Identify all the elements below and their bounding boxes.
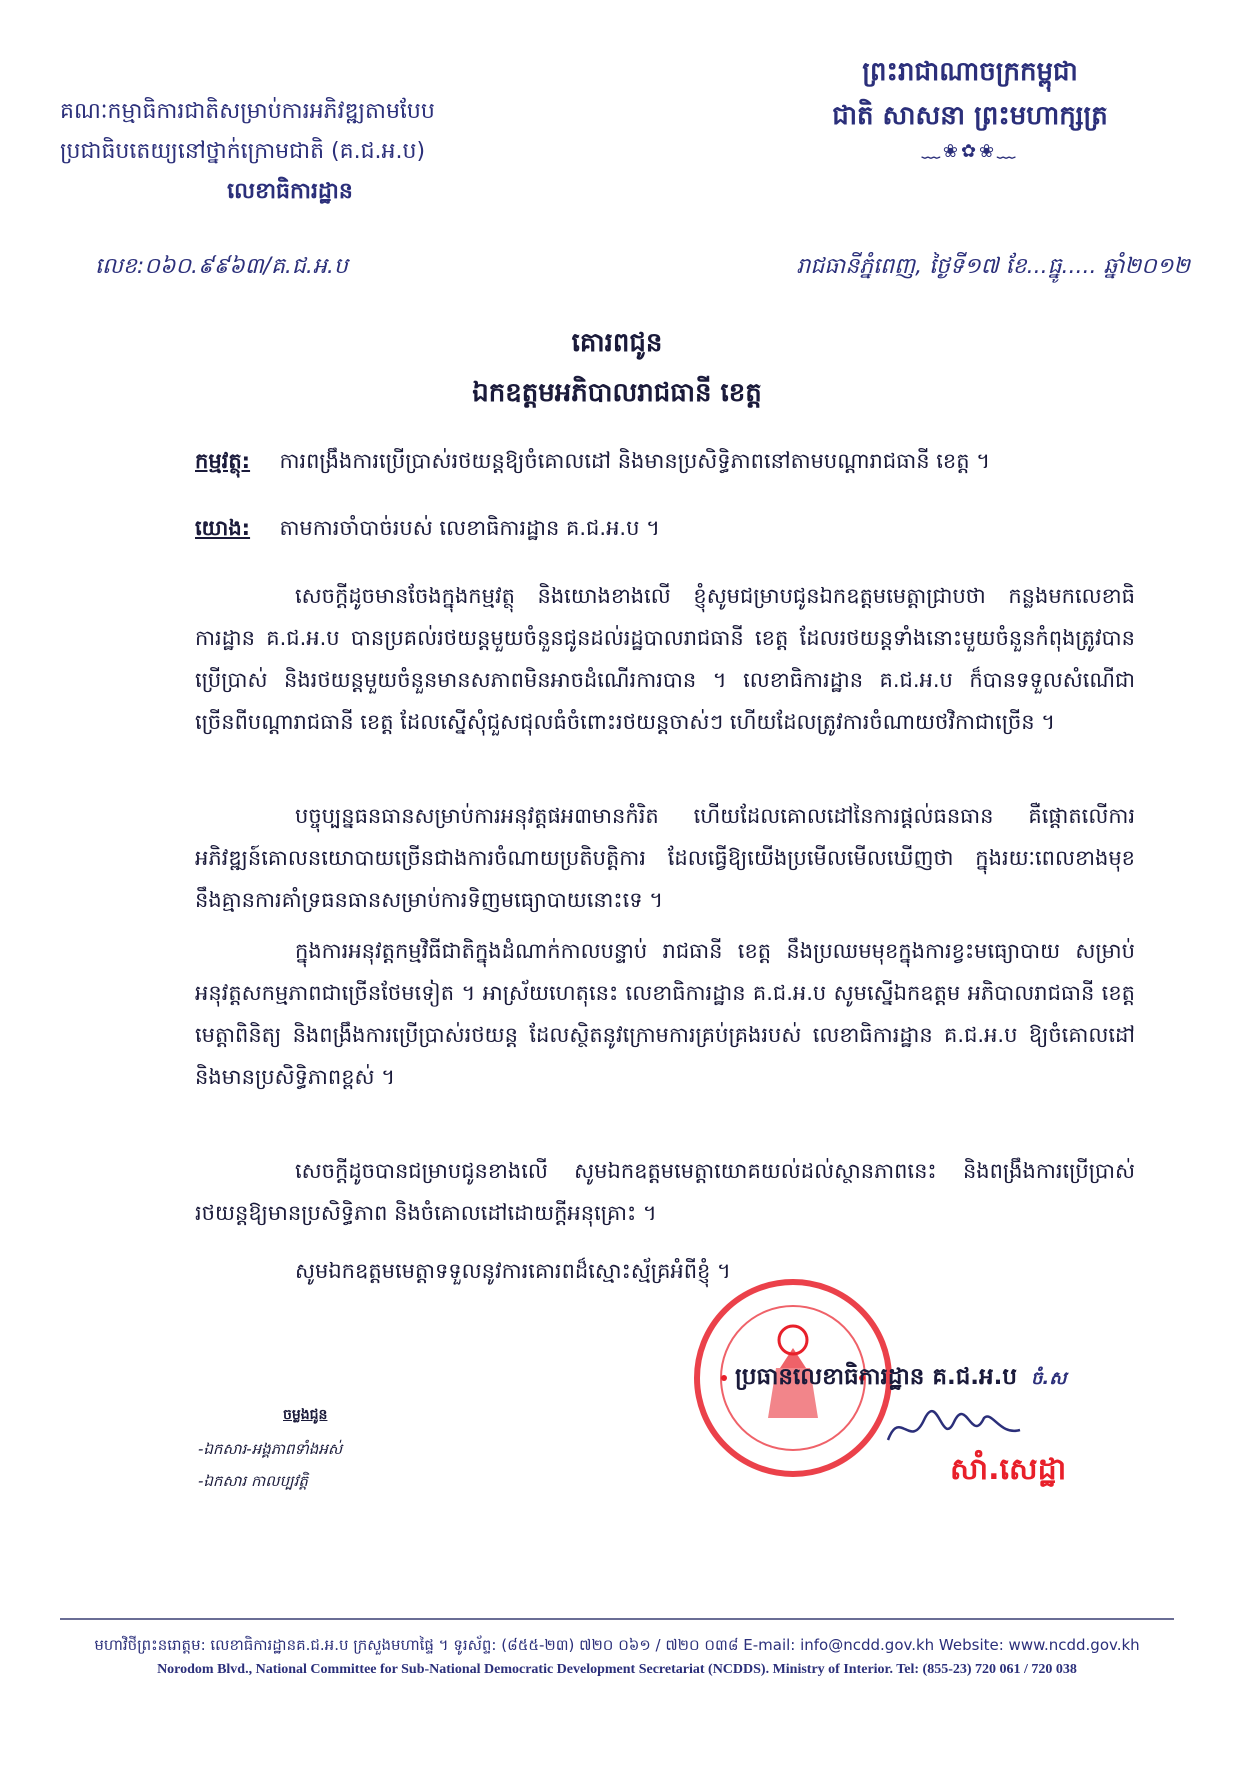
reference-number: លេខ:០៦០.៩៩៦៣/គ.ជ.អ.ប	[95, 254, 348, 279]
signatory-title	[735, 1363, 1175, 1396]
salutation-to: គោរពជូន	[571, 328, 663, 358]
closing-line: សូមឯកឧត្តមមេត្តាទទួលនូវការគោរពដ៏ស្មោះស្ម័គ្រអំពីខ្ញុំ ។	[295, 1259, 731, 1283]
signatory-title-text: ប្រធានលេខាធិការដ្ឋាន គ.ជ.អ.ប	[735, 1364, 1017, 1390]
signatory-initials: ចំ.ស	[1030, 1368, 1067, 1389]
cc-item: -ឯកសារ-អង្គភាពទាំងអស់	[198, 1440, 343, 1458]
body-paragraph-2: បច្ចុប្បន្នធនធានសម្រាប់ការអនុវត្តផអ៣មានកំរិត ហើយដែលគោលដៅនៃការផ្ដល់ធនធាន គឺផ្ដោតលើការអភិវឌ្ឍន៍គោលនយោបាយច្រើនជាងការចំណាយប្រតិបត្តិការ ដែលធ្វើឱ្យយើងប្រមើលមើលឃើញថា ក្នុងរយៈពេលខាងមុខ នឹងគ្មានការគាំទ្រធនធានសម្រាប់ការទិញមធ្យោបាយនោះទេ ។	[195, 804, 1135, 912]
recipient: ឯកឧត្តមអភិបាលរាជធានី ខេត្ត	[472, 378, 762, 408]
issuing-authority	[60, 92, 520, 212]
org-line-1: គណៈកម្មាធិការជាតិសម្រាប់ការអភិវឌ្ឍតាមបែប	[60, 99, 435, 124]
kingdom-header	[760, 50, 1180, 166]
body-paragraph-3: ក្នុងការអនុវត្តកម្មវិធីជាតិក្នុងដំណាក់កាលបន្ទាប់ រាជធានី ខេត្ត នឹងប្រឈមមុខក្នុងការខ្វះមធ្យោបាយ សម្រាប់អនុវត្តសកម្មភាពជាច្រើនថែមទៀត ។ អាស្រ័យហេតុនេះ លេខាធិការដ្ឋាន គ.ជ.អ.ប សូមស្នើឯកឧត្តម អភិបាលរាជធានី ខេត្ត មេត្តាពិនិត្យ និងពង្រឹងការប្រើប្រាស់រថយន្ត ដែលស្ថិតនូវក្រោមការគ្រប់គ្រងរបស់ លេខាធិការដ្ឋាន គ.ជ.អ.ប ឱ្យចំគោលដៅ និងមានប្រសិទ្ធិភាពខ្ពស់ ។	[195, 939, 1135, 1089]
ornament-divider: ﹏❀✿❀﹏	[921, 141, 1019, 162]
reference-line	[195, 515, 1155, 546]
org-line-2: ប្រជាធិបតេយ្យនៅថ្នាក់ក្រោមជាតិ (គ.ជ.អ.ប)	[60, 139, 426, 164]
reference-label: យោង:	[195, 516, 251, 540]
footer-address-khmer: មហាវិថីព្រះនរោត្តម: លេខាធិការដ្ឋានគ.ជ.អ.ប ក្រសួងមហាផ្ទៃ ។ ទូរស័ព្ទ: (៨៥៥-២៣) ៧២០ ០៦១ / ៧២០ ០៣៨ E-mail: info@ncdd.gov.kh Website: www.ncdd.gov.kh	[94, 1636, 1140, 1654]
subject-line	[195, 448, 1155, 479]
signatory-name: សាំ.សេដ្ឋា	[950, 1452, 1067, 1487]
kingdom-title: ព្រះរាជាណាចក្រកម្ពុជា	[862, 57, 1078, 87]
subject-label: កម្មវត្ថុ:	[195, 449, 251, 473]
department-name: លេខាធិការដ្ឋាន	[227, 179, 353, 204]
cc-title: ចម្លងជូន	[283, 1407, 328, 1423]
footer-address-english: Norodom Blvd., National Committee for Sub-National Democratic Development Secretariat (NCDDS). Ministry of Interior. Tel: (855-23) 720 061 / 720 038	[157, 1662, 1077, 1677]
subject-text: ការពង្រឹងការប្រើប្រាស់រថយន្តឱ្យចំគោលដៅ និងមានប្រសិទ្ធិភាពនៅតាមបណ្ដារាជធានី ខេត្ត ។	[279, 449, 991, 473]
date-line: រាជធានីភ្នំពេញ, ថ្ងៃទី១៧ ខែ...ធ្នូ..... ឆ្នាំ២០១២	[796, 254, 1190, 279]
body-paragraph-4: សេចក្ដីដូចបានជម្រាបជូនខាងលើ សូមឯកឧត្តមមេត្តាយោគយល់ដល់ស្ថានភាពនេះ និងពង្រឹងការប្រើប្រាស់រថយន្តឱ្យមានប្រសិទ្ធិភាព និងចំគោលដៅដោយក្ដីអនុគ្រោះ ។	[195, 1159, 1135, 1225]
body-paragraph-1: សេចក្ដីដូចមានចែងក្នុងកម្មវត្ថុ និងយោងខាងលើ ខ្ញុំសូមជម្រាបជូនឯកឧត្តមមេត្តាជ្រាបថា កន្លងមកលេខាធិការដ្ឋាន គ.ជ.អ.ប បានប្រគល់រថយន្តមួយចំនួនជូនដល់រដ្ឋបាលរាជធានី ខេត្ត ដែលរថយន្តទាំងនោះមួយចំនួនកំពុងត្រូវបានប្រើប្រាស់ និងរថយន្តមួយចំនួនមានសភាពមិនអាចដំណើរការបាន ។ លេខាធិការដ្ឋាន គ.ជ.អ.ប ក៏បានទទួលសំណើជាច្រើនពីបណ្ដារាជធានី ខេត្ត ដែលស្នើសុំជួសជុលធំចំពោះរថយន្តចាស់ៗ ហើយដែលត្រូវការចំណាយថវិកាជាច្រើន ។	[195, 584, 1135, 734]
cc-item: -ឯកសារ កាលប្បវត្តិ	[198, 1472, 308, 1490]
national-motto: ជាតិ សាសនា ព្រះមហាក្សត្រ	[832, 101, 1108, 131]
footer-divider	[60, 1618, 1174, 1620]
reference-text: តាមការចាំបាច់របស់ លេខាធិការដ្ឋាន គ.ជ.អ.ប ។	[279, 516, 660, 540]
